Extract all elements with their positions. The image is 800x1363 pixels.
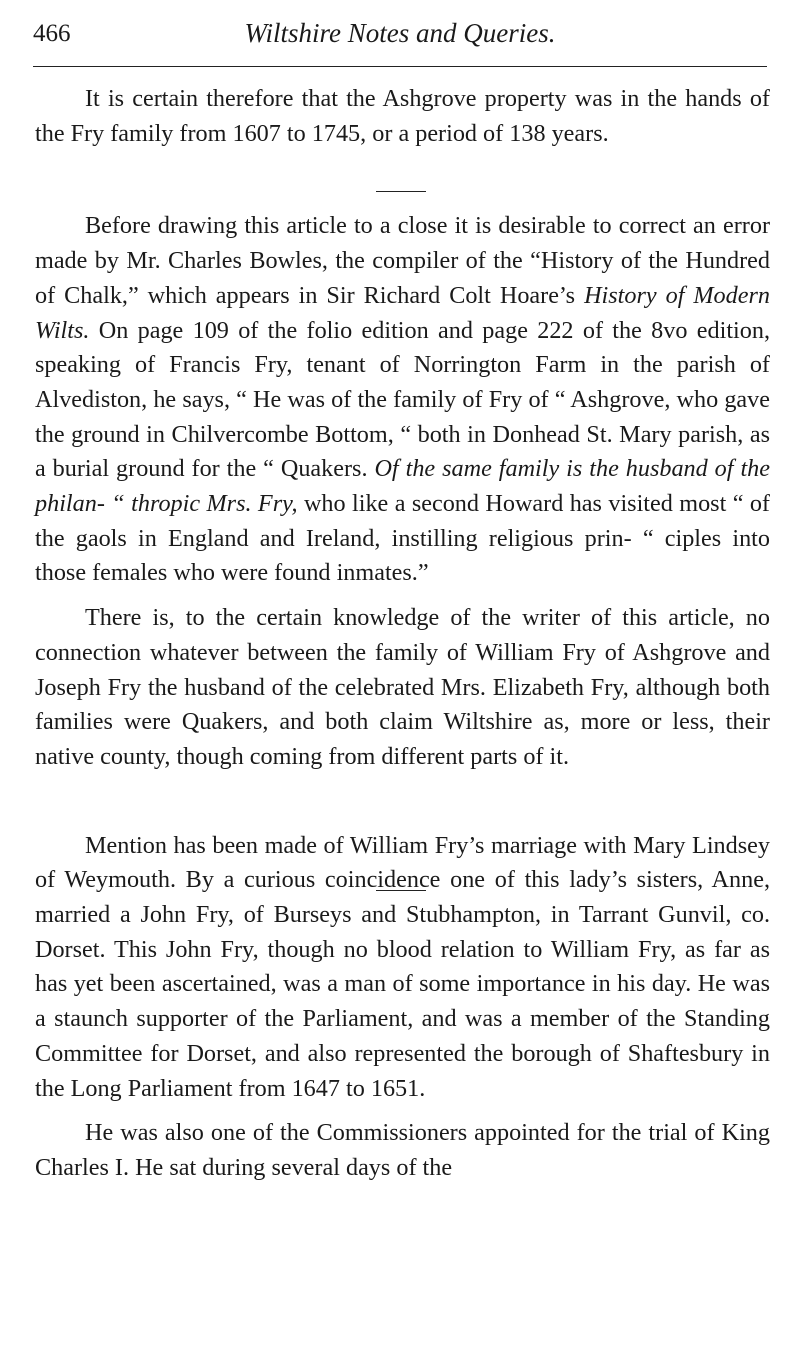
page-number: 466: [33, 20, 71, 47]
paragraph: [35, 209, 770, 591]
paragraph: Mention has been made of William Fry’s marriage with Mary Lindsey of Weymouth. By a curious coincidence one of this lady’s sisters, Anne, married a John Fry, of Burseys and Stubhampton, in Tarrant Gunvil, co. Dorset. This John Fry, though no blood relation to William Fry, as far as has yet been ascertained, was a man of some importance in his day. He was a staunch supporter of the Parliament, and was a member of the Standing Committee for Dorset, and also represented the borough of Shaftesbury in the Long Parliament from 1647 to 1651.: [35, 831, 770, 1102]
emphasized-text: Of the same family is the husband of the philan- “ thropic Mrs. Fry,: [35, 455, 770, 518]
running-title: Wiltshire Notes and Queries.: [244, 18, 556, 48]
header-rule: [33, 66, 767, 67]
page-header: [33, 14, 767, 54]
paragraph-text: Before drawing this article to a close it is desirable to correct an error made by Mr. Charles Bowles, the compiler of the “History of the Hundred of Chalk,” which appears in Sir Richard Colt Hoare’s: [35, 212, 770, 309]
paragraph-text: On page 109 of the folio edition and page 222 of the 8vo edition, speaking of Francis Fry, tenant of Norrington Farm in the parish of Alvediston, he says, “ He was of the family of Fry of “ Ashgrove, who gave the ground in Chilvercombe Bottom, “ both in Donhead St. Mary parish, as a burial ground for the “ Quakers.: [35, 316, 770, 483]
book-title: History of Modern Wilts.: [35, 281, 770, 344]
paragraph: There is, to the certain knowledge of the writer of this article, no connection whatever between the family of William Fry of Ashgrove and Joseph Fry the husband of the celebrated Mrs. Elizabeth Fry, although both families were Quakers, and both claim Wiltshire as, more or less, their native county, though coming from different parts of it.: [35, 604, 770, 770]
paragraph: He was also one of the Commissioners appointed for the trial of King Charles I. He sat during several days of the: [35, 1119, 770, 1181]
paragraph-text: who like a second Howard has visited most “ of the gaols in England and Ireland, instilling religious prin- “ ciples into those females who were found inmates.”: [35, 490, 770, 587]
page-body: [35, 82, 770, 1186]
paragraph: It is certain therefore that the Ashgrove property was in the hands of the Fry family from 1607 to 1745, or a period of 138 years.: [35, 85, 770, 147]
